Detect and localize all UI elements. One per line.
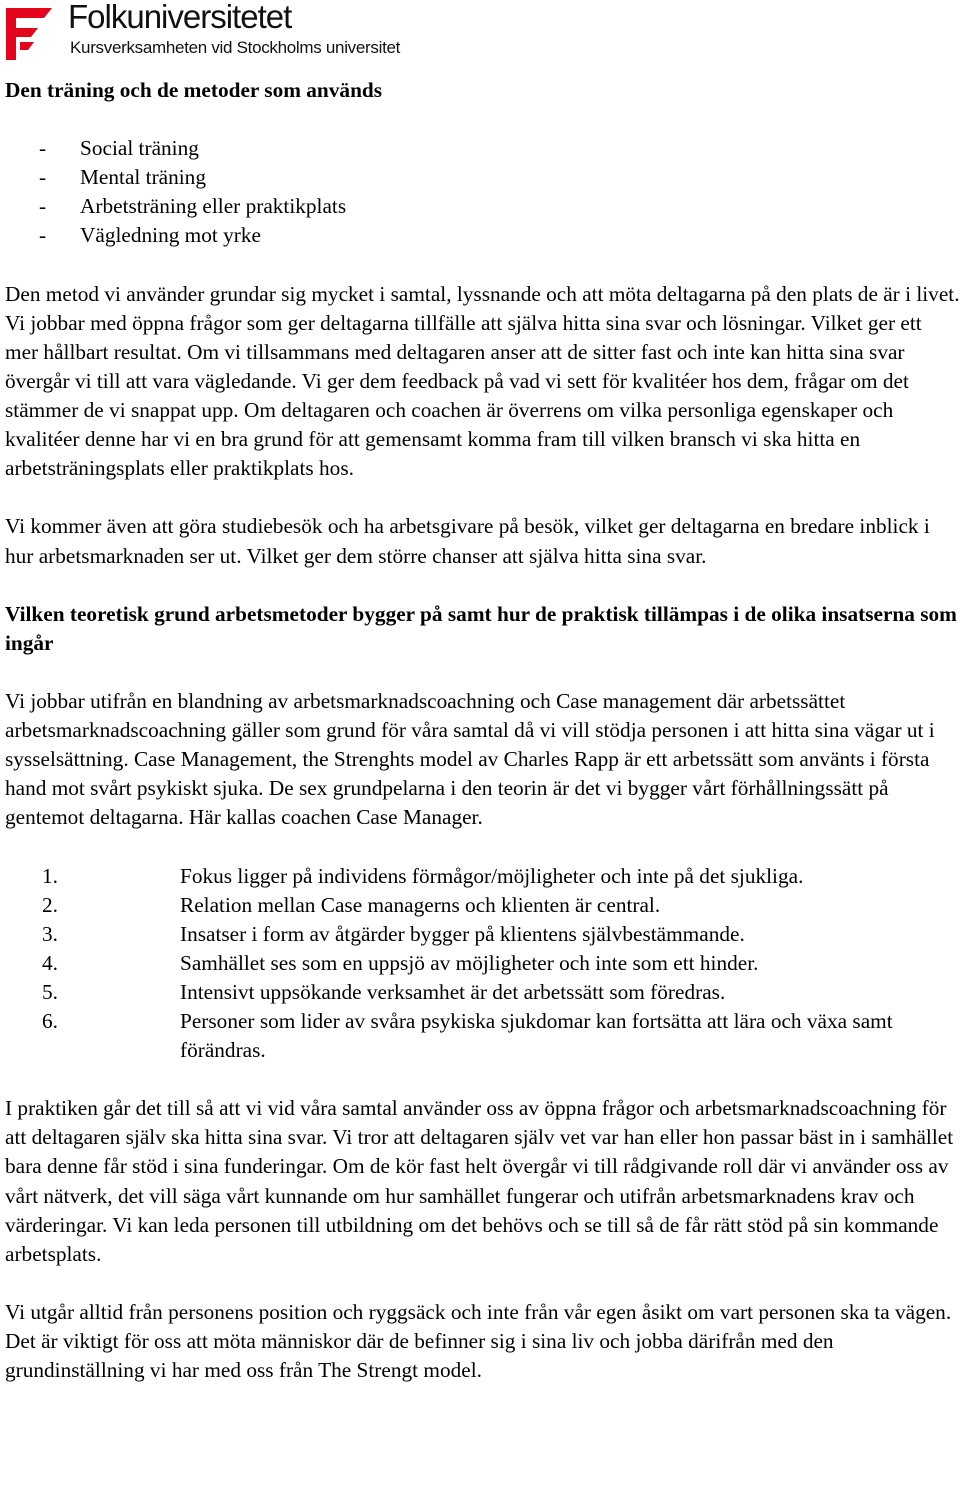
item-number: 4. <box>42 950 58 975</box>
paragraph-practice: I praktiken går det till så att vi vid våra samtal använder oss av öppna frågor och arbetsmarknadscoachning för att deltagaren själv ska hitta sina svar. Vi tror att deltagaren själv vet var han eller hon passar bäst in i samhället bara denne får stöd i sina funderingar. Om de kör fast helt övergår vi till rådgivande roll där vi använder oss av vårt nätverk, det vill säga vårt kunnande om hur samhället fungerar och utifrån arbetsmarknadens krav och värderingar. Vi kan leda personen till utbildning om det behövs och se till så de får rätt stöd på sin kommande arbetsplats. <box>5 1096 954 1266</box>
paragraph-position: Vi utgår alltid från personens position och ryggsäck och inte från vår egen åsikt om vart personen ska ta vägen. Det är viktigt för oss att möta människor där de befinner sig i sina liv och jobba därifrån med den grundinställning vi har med oss från The Strengt model. <box>5 1299 952 1383</box>
dash-marker: - <box>39 194 47 219</box>
item-number: 3. <box>42 921 58 946</box>
item-text: Samhället ses som en uppsjö av möjligheter och inte som ett hinder. <box>180 950 759 975</box>
logo-name: Folkuniversitetet <box>68 0 292 35</box>
numbered-item <box>5 862 960 891</box>
item-number: 1. <box>42 863 58 888</box>
list-item-text: Social träning <box>80 136 199 161</box>
numbered-item <box>5 949 960 978</box>
item-text: Relation mellan Case managerns och klienten är central. <box>180 892 661 917</box>
folkuniversitetet-emblem-icon <box>4 2 64 62</box>
list-item-text: Mental träning <box>80 165 206 190</box>
logo-subtitle: Kursverksamheten vid Stockholms universitet <box>70 38 401 57</box>
dash-marker: - <box>39 165 47 190</box>
numbered-item <box>5 891 960 920</box>
item-number: 5. <box>42 979 58 1004</box>
paragraph-theory: Vi jobbar utifrån en blandning av arbetsmarknadscoachning och Case management där arbetssättet arbetsmarknadscoachning gäller som grund för våra samtal då vi vill stödja personen i att hitta sina vägar ut i sysselsättning. Case Management, the Strenghts model av Charles Rapp är ett arbetssätt som använts i första hand mot svårt psykiskt sjuka. De sex grundpelarna i den teorin är det vi bygger vårt förhållningssätt på gentemot deltagarna. Här kallas coachen Case Manager. <box>5 688 935 830</box>
list-item <box>5 134 960 163</box>
dash-marker: - <box>39 136 47 161</box>
item-text: Fokus ligger på individens förmågor/möjligheter och inte på det sjukliga. <box>180 863 804 888</box>
list-item-text: Vägledning mot yrke <box>80 223 261 248</box>
item-text: Intensivt uppsökande verksamhet är det arbetssätt som föredras. <box>180 979 726 1004</box>
section-heading-methods: Den träning och de metoder som används <box>5 78 383 102</box>
paragraph-study-visits: Vi kommer även att göra studiebesök och ha arbetsgivare på besök, vilket ger deltagarna en bredare inblick i hur arbetsmarknaden ser ut. Vilket ger dem större chanser att själva hitta sina svar. <box>5 514 930 568</box>
section-heading-theory: Vilken teoretisk grund arbetsmetoder bygger på samt hur de praktisk tillämpas i de olika insatserna som ingår <box>5 601 957 655</box>
numbered-item <box>5 1007 960 1065</box>
item-number: 2. <box>42 892 58 917</box>
document-body <box>5 76 960 1385</box>
paragraph-method: Den metod vi använder grundar sig mycket i samtal, lyssnande och att möta deltagarna på den plats de är i livet. Vi jobbar med öppna frågor som ger deltagarna tillfälle att själva hitta sina svar och lösningar. Vilket ger ett mer hållbart resultat. Om vi tillsammans med deltagaren anser att de sitter fast och inte kan hitta sina svar övergår vi till att vara vägledande. Vi ger dem feedback på vad vi sett för kvalitéer hos dem, frågar om det stämmer de vi snappat upp. Om deltagaren och coachen är överrens om vilka personliga egenskaper och kvalitéer denne har vi en bra grund för att gemensamt komma fram till vilken bransch vi ska hitta en arbetsträningsplats eller praktikplats hos. <box>5 281 960 481</box>
list-item-text: Arbetsträning eller praktikplats <box>80 194 347 219</box>
list-item <box>5 163 960 192</box>
dash-marker: - <box>39 223 47 248</box>
item-text: Personer som lider av svåra psykiska sjukdomar kan fortsätta att lära och växa samt förändras. <box>180 1009 893 1063</box>
item-number: 6. <box>42 1009 58 1033</box>
item-text: Insatser i form av åtgärder bygger på klientens självbestämmande. <box>180 921 745 946</box>
list-item <box>5 221 960 250</box>
numbered-item <box>5 920 960 949</box>
methods-list <box>5 134 960 250</box>
principles-list <box>5 862 960 1066</box>
numbered-item <box>5 978 960 1007</box>
list-item <box>5 192 960 221</box>
